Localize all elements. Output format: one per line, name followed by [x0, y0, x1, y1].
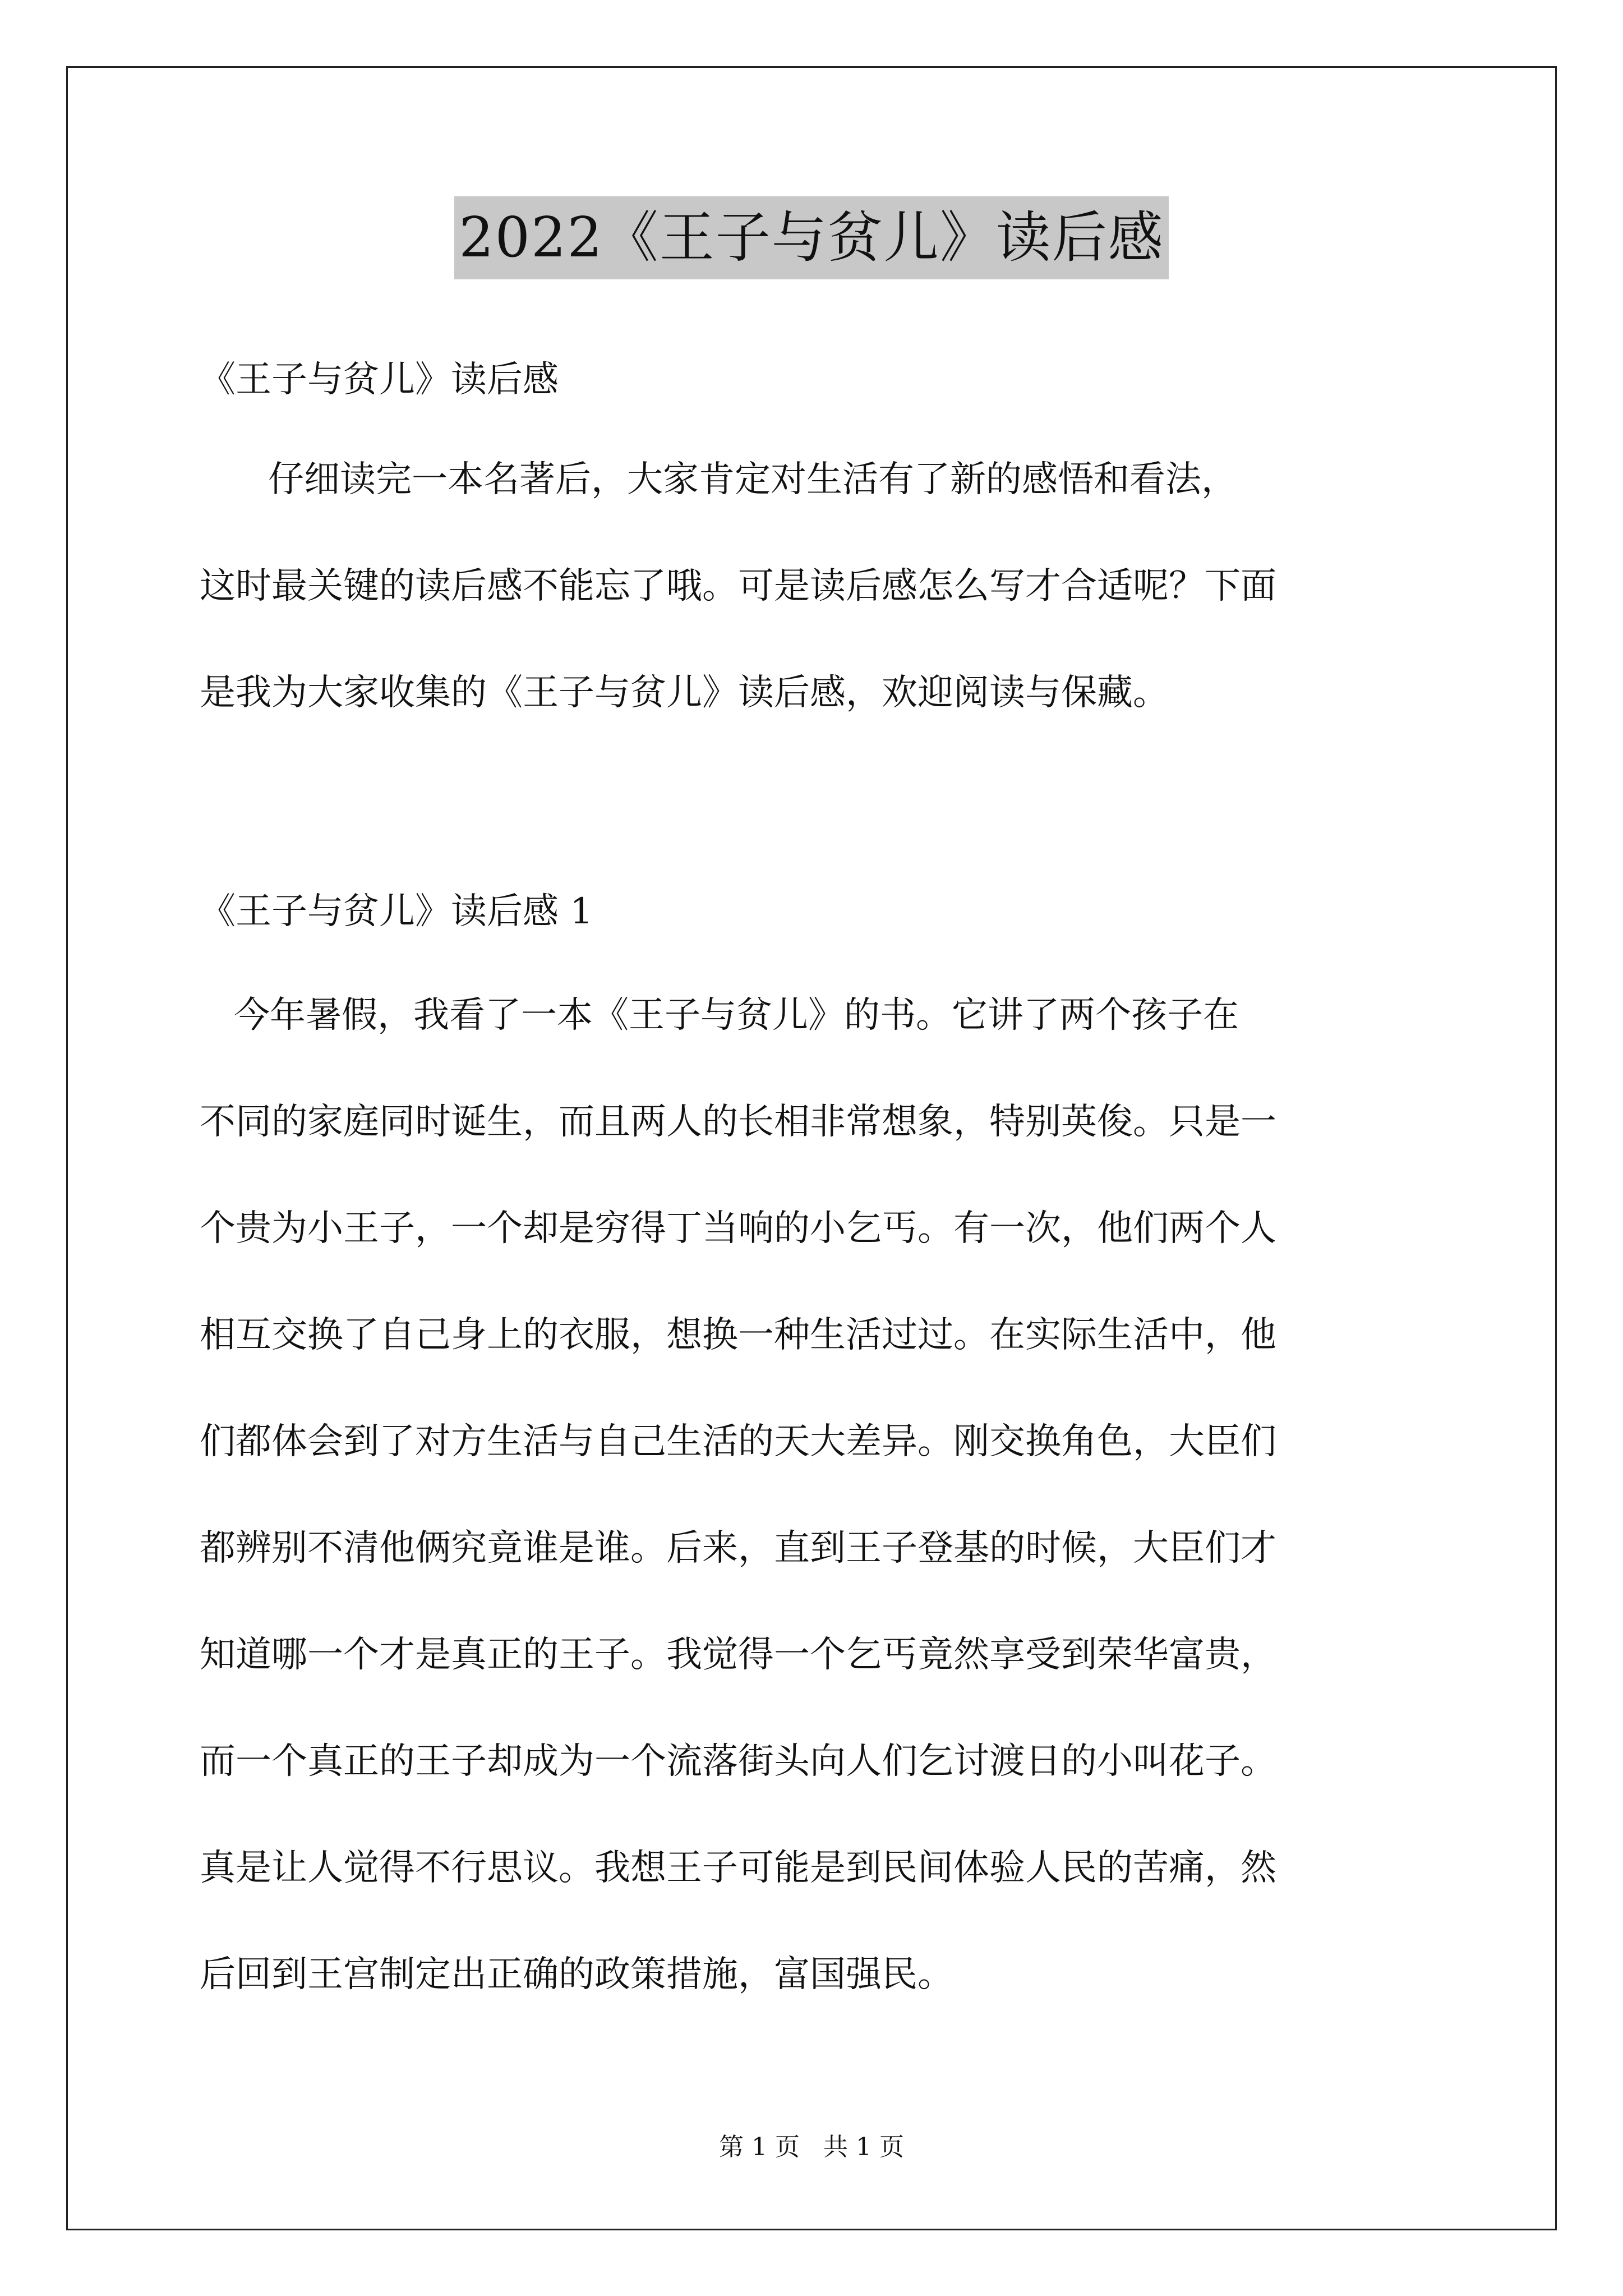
essay-line: 今年暑假，我看了一本《王子与贫儿》的书。它讲了两个孩子在 — [200, 995, 1239, 1036]
page-footer: 第 1 页 共 1 页 — [719, 2133, 904, 2161]
document-title: 2022《王子与贫儿》读后感 — [454, 196, 1168, 279]
essay-line: 个贵为小王子，一个却是穷得丁当响的小乞丐。有一次，他们两个人 — [200, 1208, 1276, 1249]
essay-line: 后回到王宫制定出正确的政策措施，富国强民。 — [200, 1954, 953, 1995]
title-container — [0, 196, 1623, 279]
essay-line: 而一个真正的王子却成为一个流落街头向人们乞讨渡日的小叫花子。 — [200, 1741, 1276, 1782]
essay-line: 不同的家庭同时诞生，而且两人的长相非常想象，特别英俊。只是一 — [200, 1101, 1276, 1143]
intro-line: 这时最关键的读后感不能忘了哦。可是读后感怎么写才合适呢？下面 — [200, 565, 1276, 607]
essay-line: 真是让人觉得不行思议。我想王子可能是到民间体验人民的苦痛，然 — [200, 1847, 1276, 1889]
essay-line: 相互交换了自己身上的衣服，想换一种生活过过。在实际生活中，他 — [200, 1314, 1276, 1356]
intro-line: 仔细读完一本名著后，大家肯定对生活有了新的感悟和看法， — [200, 459, 1238, 500]
intro-line: 是我为大家收集的《王子与贫儿》读后感，欢迎阅读与保藏。 — [200, 672, 1169, 714]
essay-line: 知道哪一个才是真正的王子。我觉得一个乞丐竟然享受到荣华富贵， — [200, 1634, 1276, 1676]
essay-line: 都辨别不清他俩究竟谁是谁。后来，直到王子登基的时候，大臣们才 — [200, 1527, 1276, 1569]
essay-line: 们都体会到了对方生活与自己生活的天大差异。刚交换角色，大臣们 — [200, 1421, 1276, 1462]
section-heading: 《王子与贫儿》读后感 — [200, 359, 559, 401]
essay-heading: 《王子与贫儿》读后感 1 — [200, 891, 593, 932]
